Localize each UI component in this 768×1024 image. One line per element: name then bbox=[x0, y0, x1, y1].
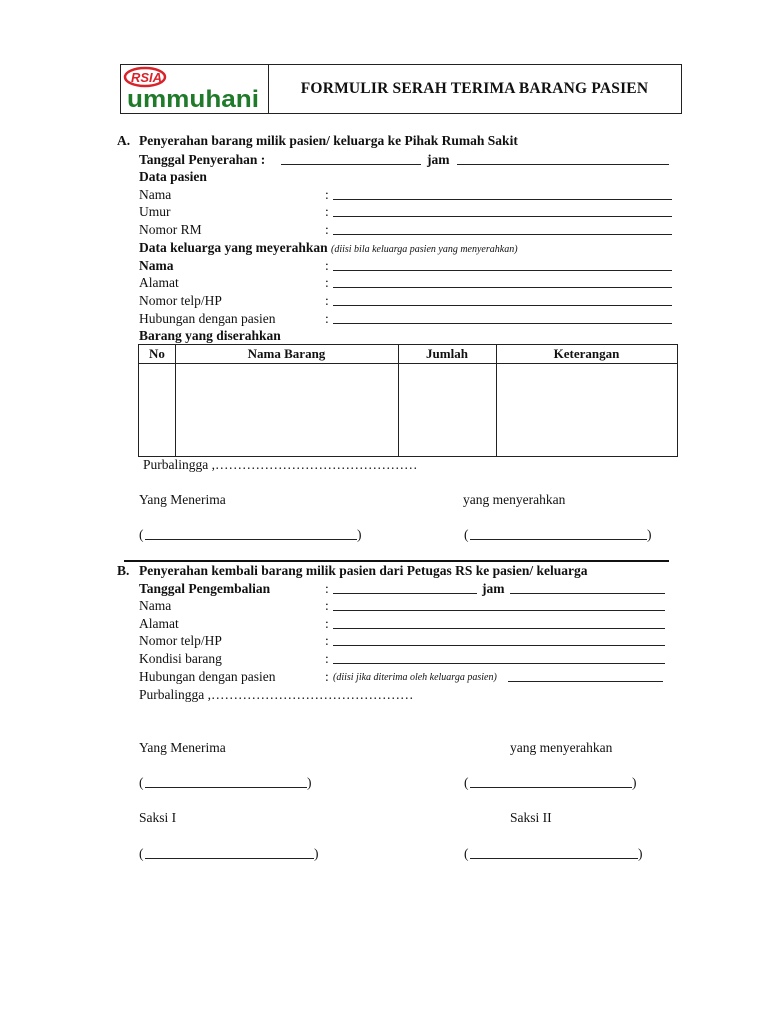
sig-close-paren: ) bbox=[357, 527, 362, 542]
sig-open-paren: ( bbox=[139, 527, 144, 542]
section-b-giver-signature[interactable] bbox=[470, 787, 632, 788]
return-relation-note: (diisi jika diterima oleh keluarga pasien) bbox=[333, 672, 497, 683]
return-date-field[interactable] bbox=[333, 593, 477, 594]
witness-2-signature[interactable] bbox=[470, 858, 638, 859]
family-name-field[interactable] bbox=[333, 270, 672, 271]
family-data-heading bbox=[139, 239, 518, 258]
colon: : bbox=[325, 311, 329, 326]
items-heading: Barang yang diserahkan bbox=[139, 328, 281, 343]
return-date-label: Tanggal Pengembalian bbox=[139, 581, 271, 596]
table-header-no: No bbox=[149, 346, 165, 361]
table-header-item-name: Nama Barang bbox=[247, 346, 326, 361]
colon: : bbox=[325, 616, 329, 631]
items-table bbox=[138, 344, 678, 457]
family-heading-text: Data keluarga yang meyerahkan bbox=[139, 240, 328, 255]
section-b-heading: Penyerahan kembali barang milik pasien dari Petugas RS ke pasien/ keluarga bbox=[139, 563, 588, 578]
table-header-quantity: Jumlah bbox=[426, 346, 468, 361]
sig-close-paren: ) bbox=[638, 846, 643, 861]
witness-1-label: Saksi I bbox=[139, 810, 177, 825]
section-b-receiver-label: Yang Menerima bbox=[139, 740, 226, 755]
handover-time-label: jam bbox=[427, 152, 450, 167]
return-name-field[interactable] bbox=[333, 610, 665, 611]
sig-close-paren: ) bbox=[314, 846, 319, 861]
family-relation-field[interactable] bbox=[333, 323, 672, 324]
logo-name-text: ummuhani bbox=[127, 86, 259, 113]
section-a-giver-signature[interactable] bbox=[470, 539, 647, 540]
section-b-place-date[interactable]: Purbalingga ,……………………………………… bbox=[139, 687, 414, 702]
family-phone-field[interactable] bbox=[333, 305, 672, 306]
sig-close-paren: ) bbox=[307, 775, 312, 790]
return-relation-field[interactable] bbox=[508, 681, 663, 682]
section-b-receiver-signature[interactable] bbox=[145, 787, 307, 788]
patient-data-heading: Data pasien bbox=[139, 169, 207, 184]
sig-open-paren: ( bbox=[139, 775, 144, 790]
table-cell-no[interactable] bbox=[140, 365, 174, 455]
return-time-field[interactable] bbox=[510, 593, 665, 594]
section-a-heading: Penyerahan barang milik pasien/ keluarga ke Pihak Rumah Sakit bbox=[139, 133, 518, 148]
section-a-receiver-signature[interactable] bbox=[145, 539, 357, 540]
handover-time-field[interactable] bbox=[457, 164, 669, 165]
form-header bbox=[120, 64, 682, 114]
logo-mark-icon bbox=[121, 65, 268, 113]
sig-open-paren: ( bbox=[464, 527, 469, 542]
colon: : bbox=[325, 187, 329, 202]
return-address-field[interactable] bbox=[333, 628, 665, 629]
section-b-letter: B. bbox=[117, 563, 130, 578]
item-condition-label: Kondisi barang bbox=[139, 651, 222, 666]
patient-rm-field[interactable] bbox=[333, 234, 672, 235]
table-header-divider bbox=[139, 363, 677, 364]
colon: : bbox=[325, 581, 329, 596]
sig-close-paren: ) bbox=[647, 527, 652, 542]
return-relation-label: Hubungan dengan pasien bbox=[139, 669, 276, 684]
family-phone-label: Nomor telp/HP bbox=[139, 293, 222, 308]
colon: : bbox=[325, 222, 329, 237]
patient-name-field[interactable] bbox=[333, 199, 672, 200]
return-address-label: Alamat bbox=[139, 616, 179, 631]
colon: : bbox=[325, 651, 329, 666]
handover-date-label: Tanggal Penyerahan : bbox=[139, 152, 266, 167]
logo-badge-text: RSIA bbox=[131, 70, 163, 85]
witness-1-signature[interactable] bbox=[145, 858, 314, 859]
table-cell-item-name[interactable] bbox=[177, 365, 397, 455]
hospital-logo bbox=[121, 65, 269, 113]
colon: : bbox=[325, 204, 329, 219]
return-name-label: Nama bbox=[139, 598, 172, 613]
witness-2-label: Saksi II bbox=[510, 810, 552, 825]
section-a-receiver-label: Yang Menerima bbox=[139, 492, 226, 507]
sig-open-paren: ( bbox=[139, 846, 144, 861]
patient-age-field[interactable] bbox=[333, 216, 672, 217]
form-title: FORMULIR SERAH TERIMA BARANG PASIEN bbox=[300, 80, 649, 97]
family-relation-label: Hubungan dengan pasien bbox=[139, 311, 276, 326]
family-name-label: Nama bbox=[139, 258, 174, 273]
sig-close-paren: ) bbox=[632, 775, 637, 790]
colon: : bbox=[325, 598, 329, 613]
sig-open-paren: ( bbox=[464, 846, 469, 861]
colon: : bbox=[325, 258, 329, 273]
colon: : bbox=[325, 293, 329, 308]
patient-rm-label: Nomor RM bbox=[139, 222, 202, 237]
patient-age-label: Umur bbox=[139, 204, 171, 219]
colon: : bbox=[325, 669, 329, 684]
section-a-giver-label: yang menyerahkan bbox=[463, 492, 566, 507]
section-b-giver-label: yang menyerahkan bbox=[510, 740, 613, 755]
sig-open-paren: ( bbox=[464, 775, 469, 790]
handover-date-field[interactable] bbox=[281, 164, 421, 165]
colon: : bbox=[325, 633, 329, 648]
section-a-place-date[interactable]: Purbalingga ,……………………………………… bbox=[143, 457, 418, 472]
colon: : bbox=[325, 275, 329, 290]
item-condition-field[interactable] bbox=[333, 663, 665, 664]
return-phone-field[interactable] bbox=[333, 645, 665, 646]
return-time-label: jam bbox=[482, 581, 505, 596]
table-header-notes: Keterangan bbox=[553, 346, 620, 361]
return-phone-label: Nomor telp/HP bbox=[139, 633, 222, 648]
family-address-field[interactable] bbox=[333, 287, 672, 288]
family-address-label: Alamat bbox=[139, 275, 179, 290]
section-a-letter: A. bbox=[117, 133, 131, 148]
patient-name-label: Nama bbox=[139, 187, 172, 202]
family-note: (diisi bila keluarga pasien yang menyerahkan) bbox=[331, 244, 518, 255]
table-cell-quantity[interactable] bbox=[400, 365, 495, 455]
table-cell-notes[interactable] bbox=[498, 365, 676, 455]
